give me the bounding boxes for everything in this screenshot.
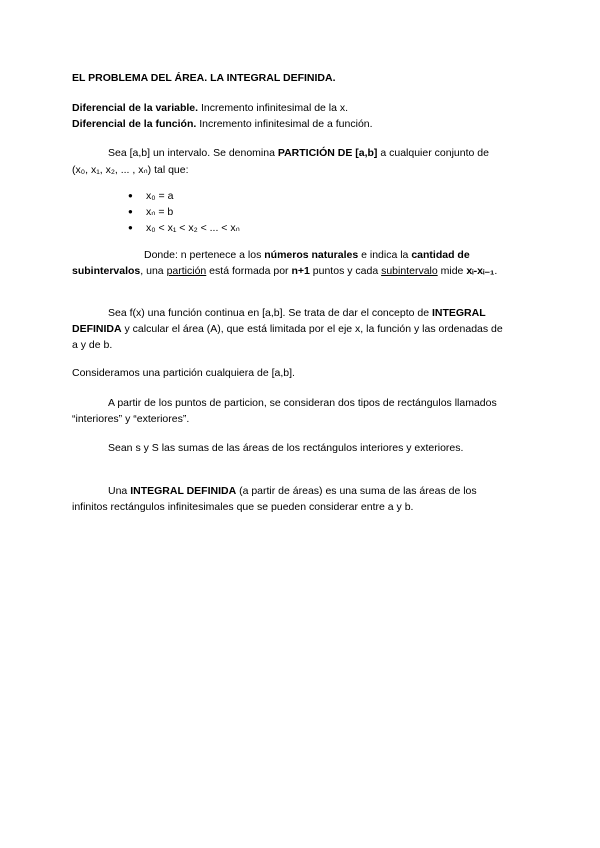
partition-paragraph: Sea [a,b] un intervalo. Se denomina PARTICIÓN DE [a,b] a cualquier conjunto de xyxy=(108,147,489,159)
partition-term: PARTICIÓN DE [a,b] xyxy=(277,147,378,159)
list-item: ● xₙ = b xyxy=(128,204,240,220)
donde-paragraph-line2: subintervalos, una partición está formada por n+1 puntos y cada subintervalo mide xᵢ-xᵢ₋₁. xyxy=(72,265,498,277)
function-paragraph-line1: Sea f(x) una función continua en [a,b]. Se trata de dar el concepto de INTEGRAL xyxy=(108,307,486,319)
consideramos-paragraph: Consideramos una partición cualquiera de [a,b]. xyxy=(72,367,295,379)
definite-integral-paragraph-line1: Una INTEGRAL DEFINIDA (a partir de áreas) es una suma de las áreas de los xyxy=(108,485,477,497)
rectangles-paragraph-line1: A partir de los puntos de particion, se consideran dos tipos de rectángulos llamados xyxy=(108,397,497,409)
definition-function-label: Diferencial de la función. xyxy=(72,118,197,130)
definition-function: Diferencial de la función. Incremento infinitesimal de a función. xyxy=(72,118,373,130)
list-item: ● x₀ < x₁ < x₂ < ... < xₙ xyxy=(128,220,240,236)
definition-variable: Diferencial de la variable. Incremento infinitesimal de la x. xyxy=(72,102,349,114)
function-paragraph-line2: DEFINIDA y calcular el área (A), que está limitada por el eje x, la función y las ordenadas de xyxy=(72,323,503,335)
page-title: EL PROBLEMA DEL ÁREA. LA INTEGRAL DEFINIDA. xyxy=(72,72,336,84)
list-item: ● x₀ = a xyxy=(128,188,240,204)
sums-paragraph: Sean s y S las sumas de las áreas de los rectángulos interiores y exteriores. xyxy=(108,442,464,454)
definition-variable-label: Diferencial de la variable. xyxy=(72,102,199,114)
definite-integral-term: INTEGRAL DEFINIDA xyxy=(130,485,237,497)
donde-paragraph-line1: Donde: n pertenece a los números naturales e indica la cantidad de xyxy=(144,249,470,261)
partition-set: (x₀, x₁, x₂, ... , xₙ) tal que: xyxy=(72,164,189,176)
definite-integral-paragraph-line2: infinitos rectángulos infinitesimales que se pueden considerar entre a y b. xyxy=(72,501,414,513)
partition-conditions-list xyxy=(128,188,240,236)
function-paragraph-line3: a y de b. xyxy=(72,339,113,351)
rectangles-paragraph-line2: “interiores” y “exteriores”. xyxy=(72,413,190,425)
